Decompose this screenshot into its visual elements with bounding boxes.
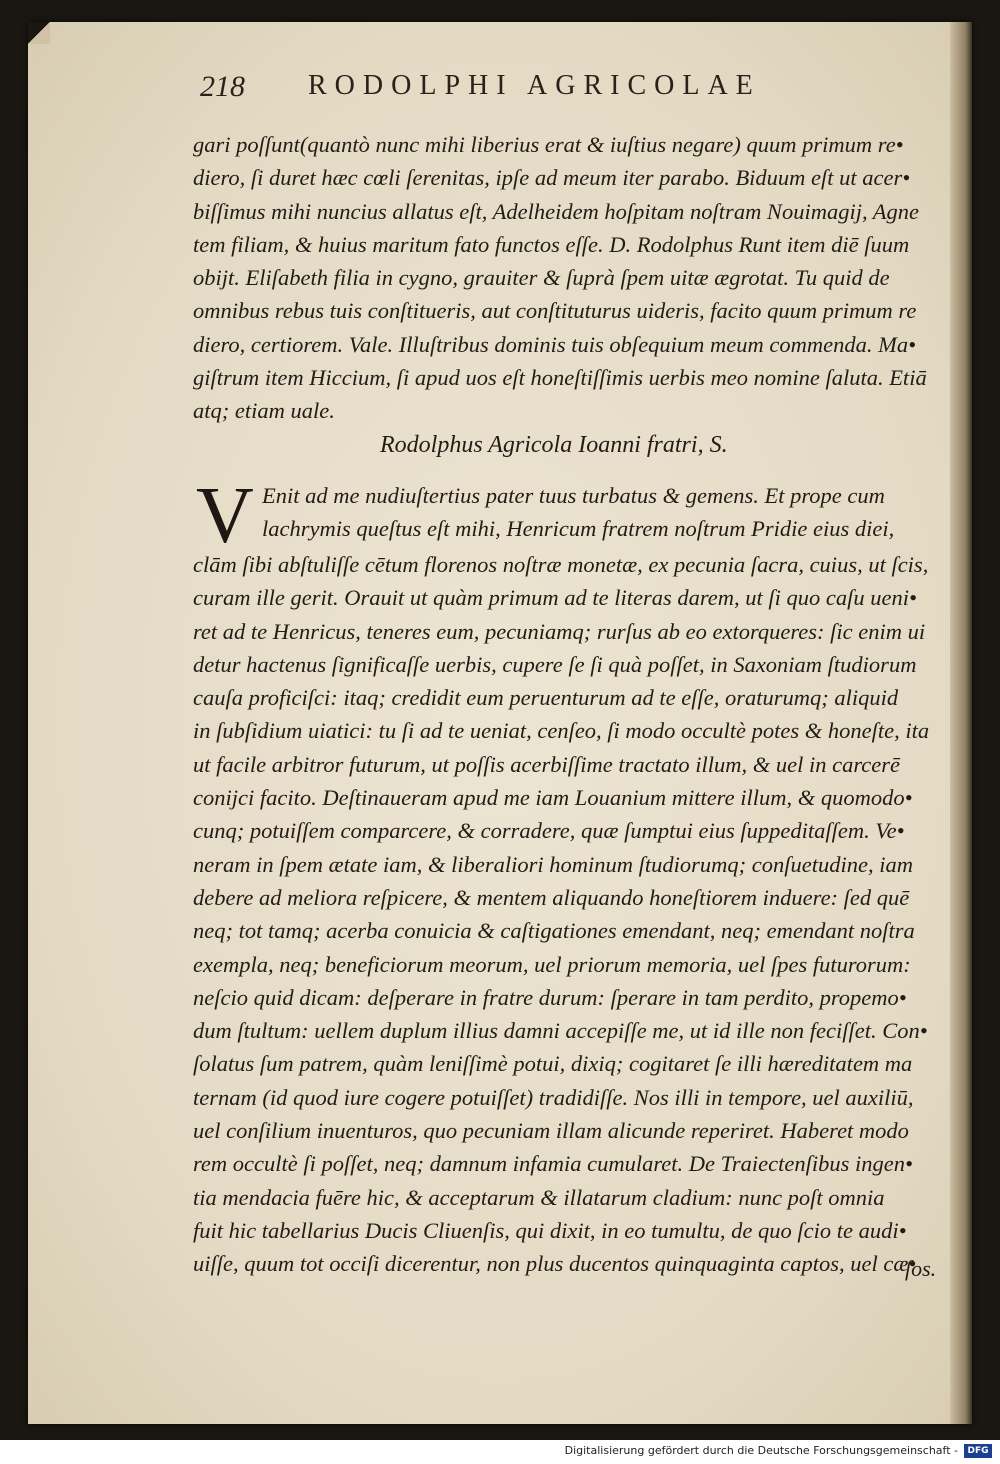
text-line: cunq; potuiſſem comparcere, & corradere, quæ ſumptui eius ſuppeditaſſem. Ve•: [193, 818, 905, 844]
text-line: atq; etiam uale.: [193, 398, 335, 424]
running-title: RODOLPHI AGRICOLAE: [308, 70, 761, 101]
catchword: ſos.: [905, 1256, 937, 1281]
running-head: [200, 66, 840, 106]
text-line: uel conſilium inuenturos, quo pecuniam illam alicunde reperiret. Haberet modo: [193, 1118, 909, 1144]
text-line: detur hactenus ſignificaſſe uerbis, cupere ſe ſi quà poſſet, in Saxoniam ſtudiorum: [193, 651, 917, 677]
page-corner: [28, 22, 50, 44]
text-line: cauſa proficiſci: itaq; credidit eum peruenturum ad te eſſe, oraturumq; aliquid: [193, 685, 899, 711]
text-line: omnibus rebus tuis conſtitueris, aut conſtituturus uideris, facito quum primum re: [193, 298, 917, 324]
text-line: ternam (id quod iure cogere potuiſſet) tradidiſſe. Nos illi in tempore, uel auxiliū,: [193, 1084, 914, 1110]
text-line: clām ſibi abſtuliſſe cētum florenos noſtræ monetæ, ex pecunia ſacra, cuius, ut ſcis,: [193, 552, 929, 577]
text-line: diero, certiorem. Vale. Illuſtribus dominis tuis obſequium meum commenda. Ma•: [193, 331, 916, 357]
text-line: conijci facito. Deſtinaueram apud me iam Louanium mittere illum, & quomodo•: [193, 785, 913, 811]
text-line: rem occultè ſi poſſet, neq; damnum infamia cumularet. De Traiectenſibus ingen•: [193, 1151, 913, 1177]
text-line: biſſimus mihi nuncius allatus eſt, Adelheidem hoſpitam noſtram Nouimagij, Agne: [193, 198, 920, 224]
text-line: uiſſe, quum tot occiſi dicerentur, non plus ducentos quinquaginta captos, uel cæ•: [193, 1251, 917, 1277]
text-line: Enit ad me nudiuſtertius pater tuus turbatus & gemens. Et prope cum: [262, 483, 885, 508]
text-line: neram in ſpem ætate iam, & liberaliori hominum ſtudiorumq; conſuetudine, iam: [193, 851, 913, 877]
text-line: dum ſtultum: uellem duplum illius damni accepiſſe me, ut id ille non feciſſet. Con•: [193, 1018, 928, 1044]
drop-capital: V: [196, 472, 254, 560]
text-line: debere ad meliora reſpicere, & mentem aliquando honeſtiorem induere: ſed quē: [193, 884, 910, 910]
page-number: 218: [200, 70, 245, 103]
text-line: obijt. Eliſabeth filia in cygno, grauiter & ſuprà ſpem uitæ ægrotat. Tu quid de: [193, 265, 890, 291]
text-line: ret ad te Henricus, teneres eum, pecuniamq; rurſus ab eo extorqueres: ſic enim ui: [193, 618, 926, 644]
text-line: curam ille gerit. Orauit ut quàm primum ad te literas darem, ut ſi quo caſu ueni•: [193, 585, 917, 611]
text-line: fuit hic tabellarius Ducis Cliuenſis, qui dixit, in eo tumultu, de quo ſcio te audi•: [193, 1217, 907, 1243]
text-line: tem filiam, & huius maritum fato functos eſſe. D. Rodolphus Runt item diē ſuum: [193, 231, 910, 257]
letter-two-text: [193, 548, 953, 1281]
text-line: diero, ſi duret hæc cœli ſerenitas, ipſe ad meum iter parabo. Biduum eſt ut acer•: [193, 165, 911, 191]
text-line: exempla, neq; beneficiorum meorum, uel priorum memoria, uel ſpes futurorum:: [193, 951, 911, 977]
text-line: ut facile arbitror futurum, ut poſſis acerbiſſime tractato illum, & uel in carcerē: [193, 751, 901, 777]
dfg-logo: DFG: [964, 1444, 992, 1458]
digitization-footer: [0, 1440, 1000, 1464]
text-line: neq; tot tamq; acerba conuicia & caſtigationes emendant, neq; emendant noſtra: [193, 918, 915, 944]
text-line: gari poſſunt(quantò nunc mihi liberius erat & iuſtius negare) quum primum re•: [193, 132, 904, 157]
footer-credit: Digitalisierung gefördert durch die Deutsche Forschungsgemeinschaft -: [564, 1444, 958, 1457]
page-gutter-shadow: [950, 22, 972, 1424]
text-line: tia mendacia fuēre hic, & acceptarum & illatarum cladium: nunc poſt omnia: [193, 1184, 885, 1210]
text-line: neſcio quid dicam: deſperare in fratre durum: ſperare in tam perdito, propemo•: [193, 984, 907, 1010]
text-line: in ſubſidium uiatici: tu ſi ad te ueniat, cenſeo, ſi modo occultè potes & honeſte, ita: [193, 718, 930, 744]
letter-heading: Rodolphus Agricola Ioanni fratri, S.: [380, 432, 728, 458]
text-line: giſtrum item Hiccium, ſi apud uos eſt honeſtiſſimis uerbis meo nomine ſaluta. Etiā: [193, 365, 927, 391]
letter-one-text: [193, 128, 953, 428]
text-line: ſolatus ſum patrem, quàm leniſſimè potui, dixiq; cogitaret ſe illi hæreditatem ma: [193, 1051, 913, 1077]
text-line: lachrymis queſtus eſt mihi, Henricum fratrem noſtrum Pridie eius diei,: [262, 516, 895, 541]
